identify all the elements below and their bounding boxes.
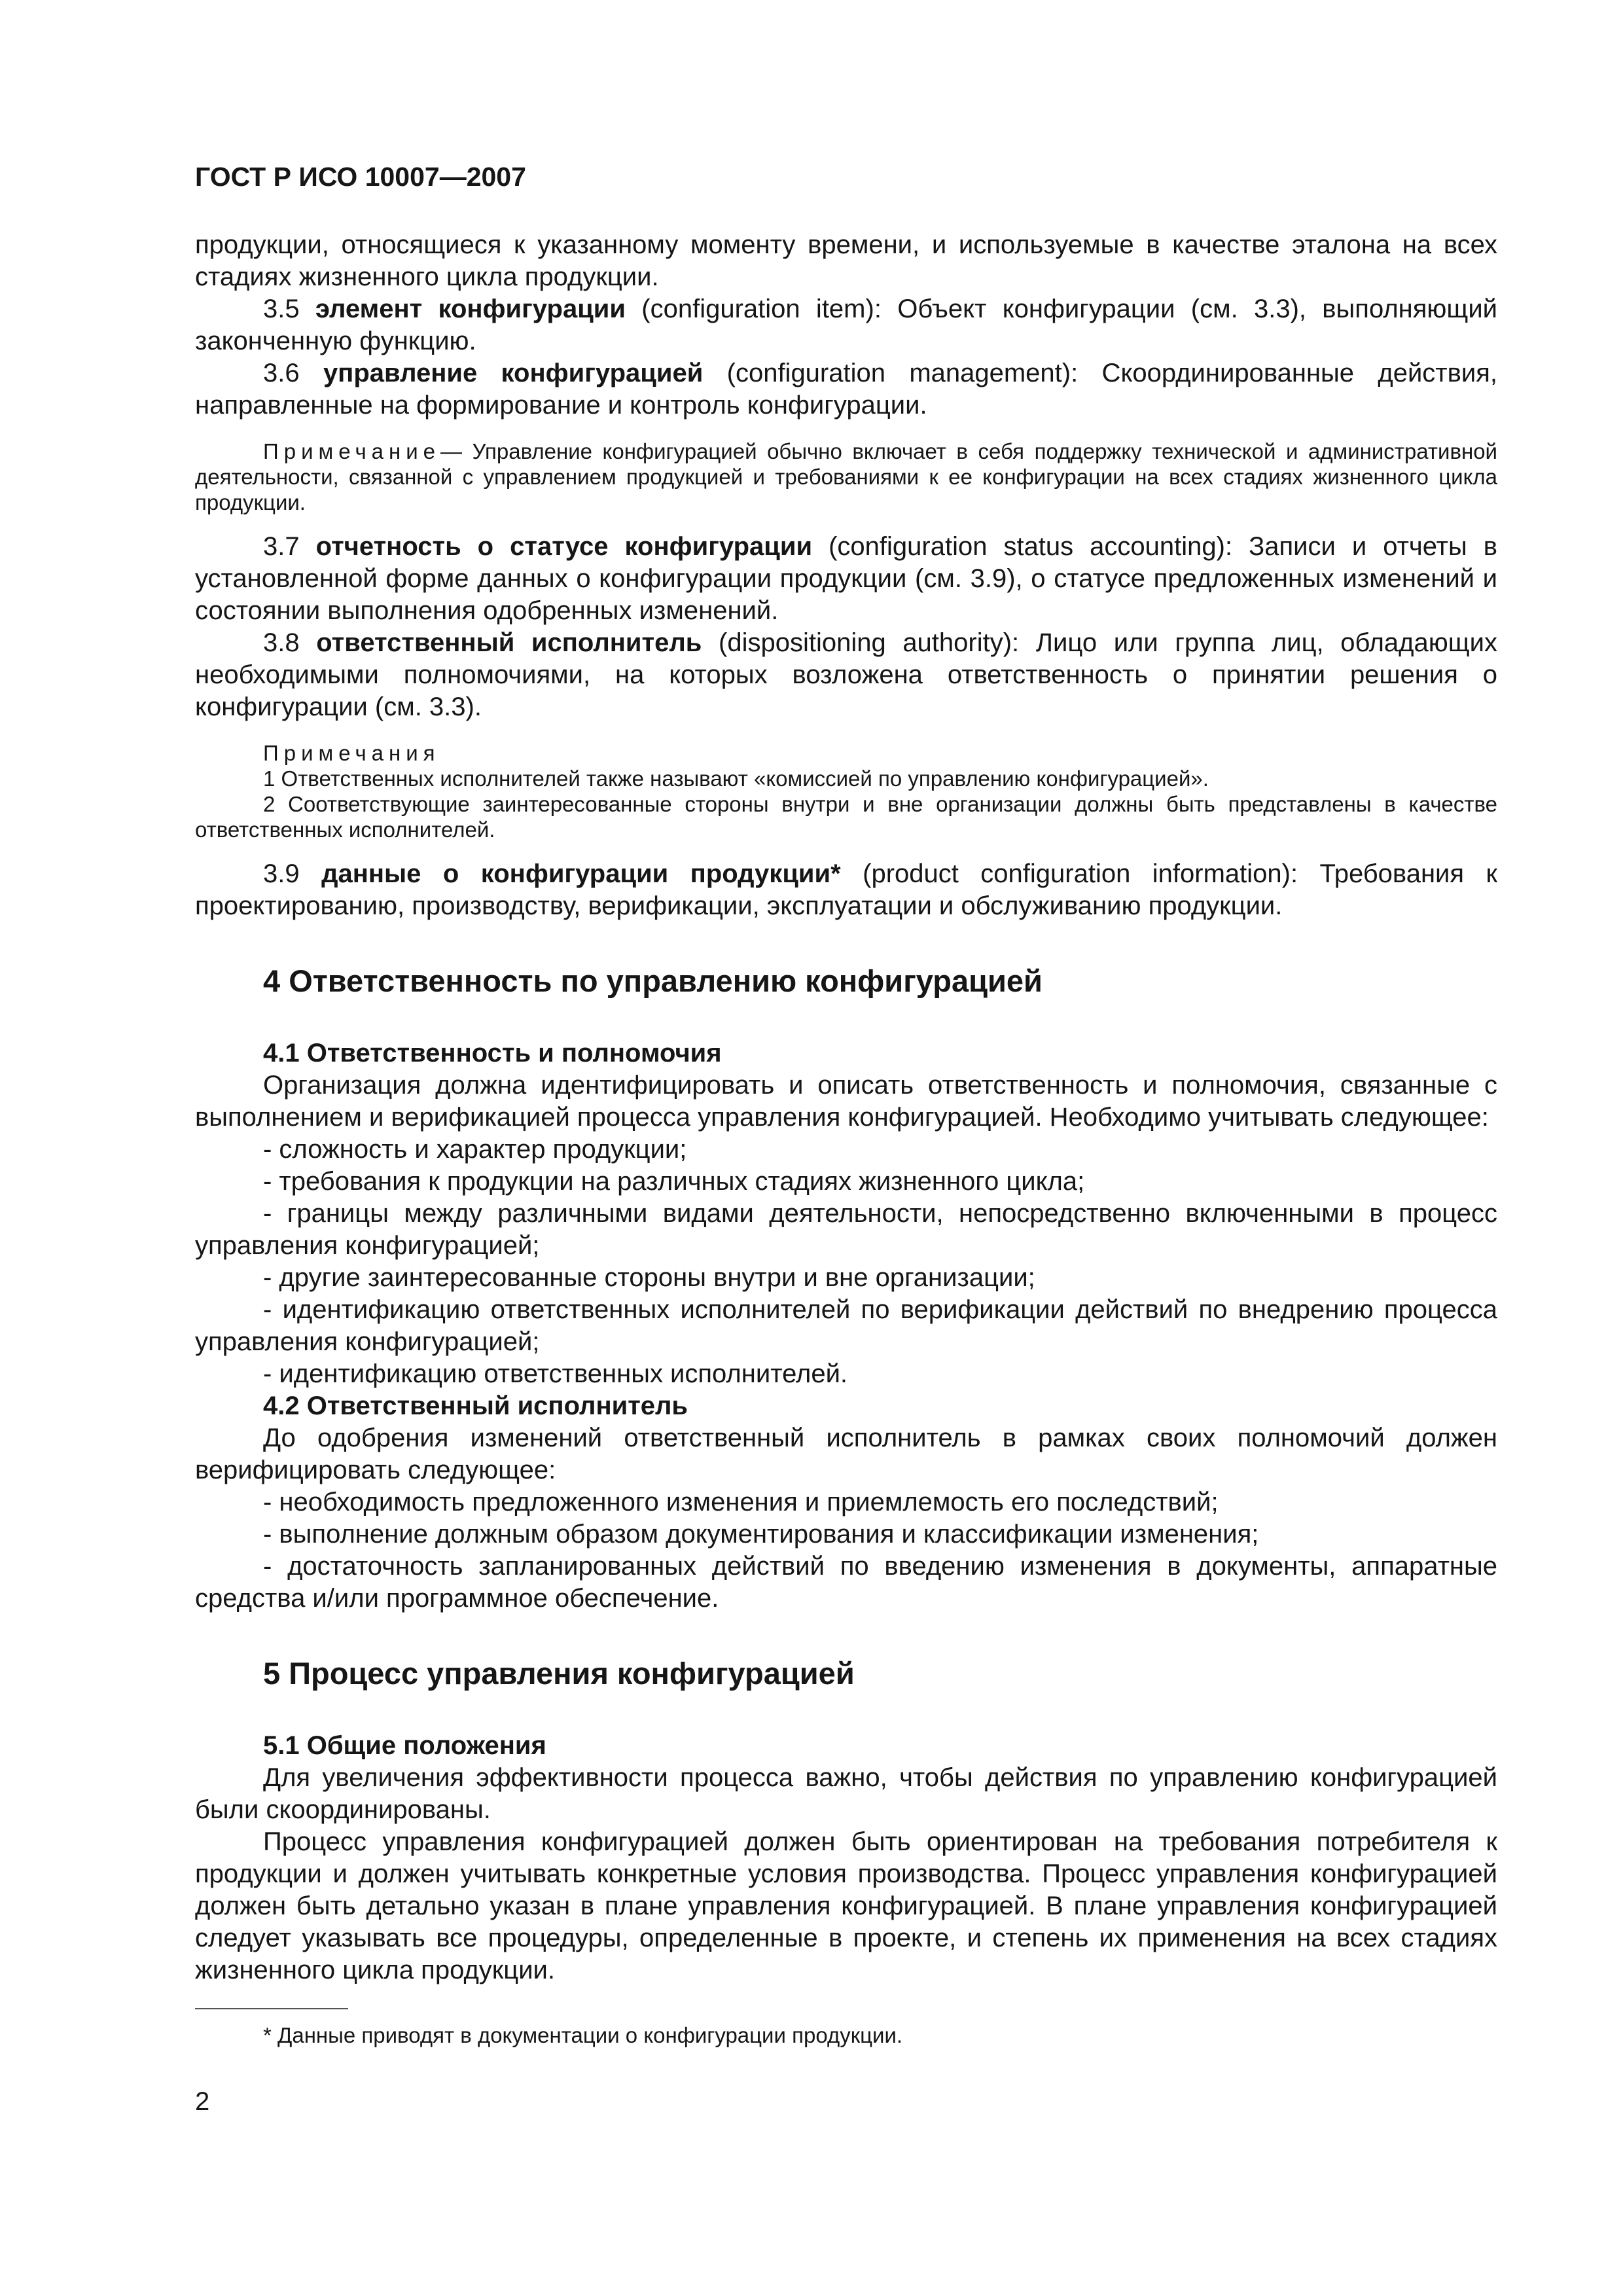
note-item-1: 1 Ответственных исполнителей также называют «комиссией по управлению конфигурацией». [263,766,1209,791]
subsection-5-1-paragraph-2: Процесс управления конфигурацией должен быть ориентирован на требования потребителя к продукции и должен учитывать конкретные условия производства. Процесс управления конфигурацией должен быть детально указан в плане управления конфигурацией. В плане управления конфигурацией следует указывать все процедуры, определенные в проекте, и степень их применения на всех стадиях жизненного цикла продукции. [195,1827,1497,1984]
definition-text: (dispositioning authority): Лицо или группа лиц, обладающих необходимыми полномочиями, на которых возложена ответственность о принятии решения о конфигурации (см. 3.3). [195,628,1497,721]
subsection-5-1-paragraph-1: Для увеличения эффективности процесса важно, чтобы действия по управлению конфигурацией были скоординированы. [195,1763,1497,1824]
note-text: — Управление конфигурацией обычно включает в себя поддержку технической и административной деятельности, связанной с управлением продукцией и требованиями к ее конфигурации на всех стадиях жизненного цикла продукции. [195,439,1497,514]
list-item: - достаточность запланированных действий по введению изменения в документы, аппаратные средства и/или программное обеспечение. [195,1552,1497,1613]
definition-number: 3.9 [263,859,300,888]
definition-term: управление конфигурацией [323,359,704,387]
list-item: - границы между различными видами деятельности, непосредственно включенными в процесс управления конфигурацией; [195,1199,1497,1260]
list-item: - другие заинтересованные стороны внутри и вне организации; [263,1263,1035,1292]
definition-term: данные о конфигурации продукции* [321,859,841,888]
list-item: - сложность и характер продукции; [263,1135,687,1164]
definition-number: 3.5 [263,295,300,323]
definition-number: 3.7 [263,532,300,561]
paragraph-continued: продукции, относящиеся к указанному моменту времени, и используемые в качестве эталона на всех стадиях жизненного цикла продукции. [195,230,1497,291]
list-item: - идентификацию ответственных исполнителей по верификации действий по внедрению процесса управления конфигурацией; [195,1295,1497,1356]
footnote: * Данные приводят в документации о конфигурации продукции. [263,2023,903,2047]
definition-text: (configuration item): Объект конфигурации (см. 3.3), выполняющий законченную функцию. [195,295,1498,355]
definition-text: (configuration management): Скоординированные действия, направленные на формирование и контроль конфигурации. [195,359,1497,420]
notes-label: Примечания [263,741,440,765]
section-4-heading: 4 Ответственность по управлению конфигурацией [263,963,1043,998]
definition-3-5 [195,293,1497,357]
subsection-4-1-heading: 4.1 Ответственность и полномочия [263,1039,722,1067]
list-item: - требования к продукции на различных стадиях жизненного цикла; [263,1167,1085,1196]
subsection-4-2-intro: До одобрения изменений ответственный исполнитель в рамках своих полномочий должен верифицировать следующее: [195,1424,1497,1484]
definition-number: 3.6 [263,359,300,387]
definition-3-8 [195,627,1497,723]
definition-term: ответственный исполнитель [316,628,702,657]
subsection-4-1-intro: Организация должна идентифицировать и описать ответственность и полномочия, связанные с выполнением и верификацией процесса управления конфигурацией. Необходимо учитывать следующее: [195,1071,1497,1132]
definition-term: отчетность о статусе конфигурации [315,532,813,561]
definition-text: (product configuration information): Требования к проектированию, производству, верификации, эксплуатации и обслуживанию продукции. [195,859,1497,920]
page-number: 2 [195,2087,210,2116]
definition-number: 3.8 [263,628,300,657]
definition-3-7 [195,531,1497,627]
definition-3-6 [195,357,1497,422]
definition-text: (configuration status accounting): Записи и отчеты в установленной форме данных о конфигурации продукции (см. 3.9), о статусе предложенных изменений и состоянии выполнения одобренных изменений. [195,532,1497,625]
section-5-heading: 5 Процесс управления конфигурацией [263,1656,855,1691]
footnote-separator [195,2008,348,2009]
list-item: - необходимость предложенного изменения и приемлемость его последствий; [263,1488,1219,1516]
list-item: - выполнение должным образом документирования и классификации изменения; [263,1520,1259,1549]
definition-term: элемент конфигурации [315,295,626,323]
subsection-5-1-heading: 5.1 Общие положения [263,1731,546,1760]
note-label: Примечание [263,439,441,463]
list-item: - идентификацию ответственных исполнителей. [263,1359,848,1388]
note-item-2: 2 Соответствующие заинтересованные стороны внутри и вне организации должны быть представлены в качестве ответственных исполнителей. [195,792,1497,842]
note-3-6 [195,439,1497,515]
subsection-4-2-heading: 4.2 Ответственный исполнитель [263,1391,688,1420]
document-code-header: ГОСТ Р ИСО 10007—2007 [195,162,526,192]
page-body [195,229,1497,1986]
definition-3-9 [195,858,1497,922]
